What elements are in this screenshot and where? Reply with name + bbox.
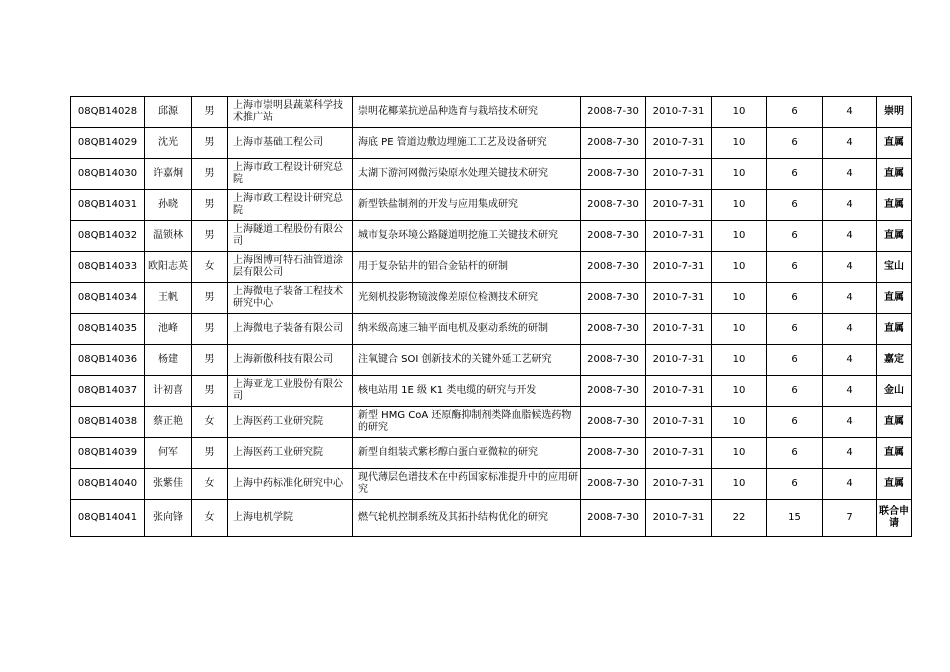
cell-project-id: 08QB14028	[71, 97, 145, 128]
table-row	[71, 128, 912, 159]
cell-end-date: 2010-7-31	[646, 128, 712, 159]
cell-city-funding: 6	[767, 376, 823, 407]
cell-district: 直属	[877, 469, 912, 500]
cell-applicant-name: 王帆	[145, 283, 192, 314]
cell-project-title: 光刻机投影物镜波像差原位检测技术研究	[353, 283, 581, 314]
cell-end-date: 2010-7-31	[646, 97, 712, 128]
cell-end-date: 2010-7-31	[646, 283, 712, 314]
project-table	[70, 96, 912, 537]
cell-project-id: 08QB14029	[71, 128, 145, 159]
table-row	[71, 438, 912, 469]
cell-organization: 上海微电子装备工程技术研究中心	[228, 283, 353, 314]
cell-organization: 上海中药标准化研究中心	[228, 469, 353, 500]
cell-organization: 上海新傲科技有限公司	[228, 345, 353, 376]
cell-district: 直属	[877, 314, 912, 345]
cell-total-funding: 10	[712, 97, 767, 128]
cell-city-funding: 6	[767, 221, 823, 252]
cell-city-funding: 6	[767, 345, 823, 376]
cell-end-date: 2010-7-31	[646, 500, 712, 537]
cell-end-date: 2010-7-31	[646, 252, 712, 283]
cell-city-funding: 6	[767, 252, 823, 283]
cell-project-id: 08QB14036	[71, 345, 145, 376]
cell-start-date: 2008-7-30	[581, 128, 646, 159]
cell-organization: 上海电机学院	[228, 500, 353, 537]
cell-project-id: 08QB14040	[71, 469, 145, 500]
cell-city-funding: 6	[767, 438, 823, 469]
cell-applicant-name: 欧阳志英	[145, 252, 192, 283]
cell-project-title: 核电站用 1E 级 K1 类电缆的研究与开发	[353, 376, 581, 407]
cell-project-title: 城市复杂环境公路隧道明挖施工关键技术研究	[353, 221, 581, 252]
cell-organization: 上海市基础工程公司	[228, 128, 353, 159]
table-row	[71, 314, 912, 345]
cell-district-funding: 4	[823, 438, 877, 469]
cell-end-date: 2010-7-31	[646, 469, 712, 500]
cell-gender: 男	[192, 376, 228, 407]
cell-organization: 上海图博可特石油管道涂层有限公司	[228, 252, 353, 283]
cell-city-funding: 6	[767, 128, 823, 159]
cell-applicant-name: 沈光	[145, 128, 192, 159]
cell-applicant-name: 张向锋	[145, 500, 192, 537]
cell-district-funding: 7	[823, 500, 877, 537]
cell-project-title: 纳米级高速三轴平面电机及驱动系统的研制	[353, 314, 581, 345]
cell-applicant-name: 邱源	[145, 97, 192, 128]
cell-gender: 男	[192, 314, 228, 345]
cell-district-funding: 4	[823, 345, 877, 376]
cell-district-funding: 4	[823, 407, 877, 438]
cell-start-date: 2008-7-30	[581, 283, 646, 314]
cell-gender: 男	[192, 283, 228, 314]
cell-district: 直属	[877, 407, 912, 438]
cell-gender: 女	[192, 252, 228, 283]
cell-project-id: 08QB14033	[71, 252, 145, 283]
cell-gender: 女	[192, 500, 228, 537]
cell-gender: 女	[192, 469, 228, 500]
cell-district: 金山	[877, 376, 912, 407]
cell-project-id: 08QB14032	[71, 221, 145, 252]
cell-gender: 男	[192, 97, 228, 128]
cell-total-funding: 10	[712, 314, 767, 345]
cell-start-date: 2008-7-30	[581, 314, 646, 345]
cell-applicant-name: 许嘉炯	[145, 159, 192, 190]
cell-city-funding: 6	[767, 314, 823, 345]
cell-organization: 上海市政工程设计研究总院	[228, 190, 353, 221]
cell-end-date: 2010-7-31	[646, 314, 712, 345]
cell-gender: 男	[192, 159, 228, 190]
cell-end-date: 2010-7-31	[646, 345, 712, 376]
cell-total-funding: 10	[712, 159, 767, 190]
cell-organization: 上海市崇明县蔬菜科学技术推广站	[228, 97, 353, 128]
cell-city-funding: 6	[767, 283, 823, 314]
cell-district: 直属	[877, 159, 912, 190]
cell-city-funding: 6	[767, 97, 823, 128]
cell-gender: 男	[192, 438, 228, 469]
cell-city-funding: 6	[767, 190, 823, 221]
cell-project-title: 崇明花椰菜抗逆品种选育与栽培技术研究	[353, 97, 581, 128]
cell-start-date: 2008-7-30	[581, 345, 646, 376]
cell-district-funding: 4	[823, 469, 877, 500]
table-row	[71, 97, 912, 128]
cell-district: 直属	[877, 190, 912, 221]
cell-city-funding: 6	[767, 469, 823, 500]
cell-start-date: 2008-7-30	[581, 190, 646, 221]
table-row	[71, 283, 912, 314]
cell-end-date: 2010-7-31	[646, 159, 712, 190]
table-row	[71, 252, 912, 283]
cell-start-date: 2008-7-30	[581, 221, 646, 252]
cell-project-title: 新型 HMG CoA 还原酶抑制剂类降血脂候选药物的研究	[353, 407, 581, 438]
cell-end-date: 2010-7-31	[646, 376, 712, 407]
cell-district: 联合申请	[877, 500, 912, 537]
cell-project-id: 08QB14037	[71, 376, 145, 407]
cell-start-date: 2008-7-30	[581, 252, 646, 283]
cell-start-date: 2008-7-30	[581, 407, 646, 438]
cell-start-date: 2008-7-30	[581, 438, 646, 469]
cell-total-funding: 10	[712, 283, 767, 314]
cell-total-funding: 10	[712, 128, 767, 159]
cell-gender: 男	[192, 190, 228, 221]
cell-city-funding: 6	[767, 159, 823, 190]
cell-total-funding: 10	[712, 438, 767, 469]
cell-district: 直属	[877, 221, 912, 252]
cell-district-funding: 4	[823, 283, 877, 314]
cell-district-funding: 4	[823, 190, 877, 221]
cell-project-id: 08QB14038	[71, 407, 145, 438]
cell-project-title: 燃气轮机控制系统及其拓扑结构优化的研究	[353, 500, 581, 537]
cell-project-title: 注氧键合 SOI 创新技术的关键外延工艺研究	[353, 345, 581, 376]
cell-organization: 上海医药工业研究院	[228, 407, 353, 438]
table-row	[71, 376, 912, 407]
table-body	[71, 97, 912, 537]
cell-organization: 上海医药工业研究院	[228, 438, 353, 469]
cell-district-funding: 4	[823, 314, 877, 345]
cell-applicant-name: 何军	[145, 438, 192, 469]
cell-applicant-name: 蔡正艳	[145, 407, 192, 438]
cell-district: 直属	[877, 438, 912, 469]
table-row	[71, 500, 912, 537]
cell-applicant-name: 池峰	[145, 314, 192, 345]
cell-project-title: 新型自组装式紫杉醇白蛋白亚微粒的研究	[353, 438, 581, 469]
cell-district-funding: 4	[823, 128, 877, 159]
cell-district-funding: 4	[823, 221, 877, 252]
cell-district-funding: 4	[823, 159, 877, 190]
cell-gender: 男	[192, 345, 228, 376]
cell-total-funding: 22	[712, 500, 767, 537]
cell-project-id: 08QB14030	[71, 159, 145, 190]
cell-start-date: 2008-7-30	[581, 376, 646, 407]
cell-gender: 男	[192, 221, 228, 252]
cell-total-funding: 10	[712, 252, 767, 283]
cell-gender: 男	[192, 128, 228, 159]
cell-start-date: 2008-7-30	[581, 159, 646, 190]
cell-end-date: 2010-7-31	[646, 438, 712, 469]
cell-district: 直属	[877, 283, 912, 314]
cell-organization: 上海微电子装备有限公司	[228, 314, 353, 345]
cell-district: 崇明	[877, 97, 912, 128]
cell-city-funding: 15	[767, 500, 823, 537]
cell-project-title: 太湖下游河网微污染原水处理关键技术研究	[353, 159, 581, 190]
cell-organization: 上海市政工程设计研究总院	[228, 159, 353, 190]
cell-district-funding: 4	[823, 376, 877, 407]
cell-total-funding: 10	[712, 407, 767, 438]
cell-total-funding: 10	[712, 221, 767, 252]
cell-project-id: 08QB14031	[71, 190, 145, 221]
cell-organization: 上海隧道工程股份有限公司	[228, 221, 353, 252]
cell-gender: 女	[192, 407, 228, 438]
cell-applicant-name: 杨建	[145, 345, 192, 376]
table-row	[71, 190, 912, 221]
cell-applicant-name: 孙晓	[145, 190, 192, 221]
cell-total-funding: 10	[712, 376, 767, 407]
cell-project-title: 用于复杂钻井的铝合金钻杆的研制	[353, 252, 581, 283]
cell-applicant-name: 张紫佳	[145, 469, 192, 500]
cell-start-date: 2008-7-30	[581, 97, 646, 128]
cell-project-title: 现代薄层色谱技术在中药国家标准提升中的应用研究	[353, 469, 581, 500]
cell-total-funding: 10	[712, 345, 767, 376]
cell-district: 宝山	[877, 252, 912, 283]
cell-district: 直属	[877, 128, 912, 159]
cell-start-date: 2008-7-30	[581, 500, 646, 537]
table-row	[71, 221, 912, 252]
cell-project-id: 08QB14034	[71, 283, 145, 314]
cell-district: 嘉定	[877, 345, 912, 376]
cell-end-date: 2010-7-31	[646, 407, 712, 438]
cell-applicant-name: 温锁林	[145, 221, 192, 252]
cell-project-title: 新型铁盐制剂的开发与应用集成研究	[353, 190, 581, 221]
cell-end-date: 2010-7-31	[646, 190, 712, 221]
cell-city-funding: 6	[767, 407, 823, 438]
table-row	[71, 469, 912, 500]
table-row	[71, 159, 912, 190]
cell-end-date: 2010-7-31	[646, 221, 712, 252]
cell-applicant-name: 计初喜	[145, 376, 192, 407]
cell-organization: 上海亚龙工业股份有限公司	[228, 376, 353, 407]
cell-project-title: 海底 PE 管道边敷边埋施工工艺及设备研究	[353, 128, 581, 159]
cell-start-date: 2008-7-30	[581, 469, 646, 500]
cell-project-id: 08QB14041	[71, 500, 145, 537]
cell-project-id: 08QB14035	[71, 314, 145, 345]
cell-district-funding: 4	[823, 252, 877, 283]
table-row	[71, 407, 912, 438]
cell-district-funding: 4	[823, 97, 877, 128]
table-row	[71, 345, 912, 376]
cell-project-id: 08QB14039	[71, 438, 145, 469]
cell-total-funding: 10	[712, 190, 767, 221]
cell-total-funding: 10	[712, 469, 767, 500]
